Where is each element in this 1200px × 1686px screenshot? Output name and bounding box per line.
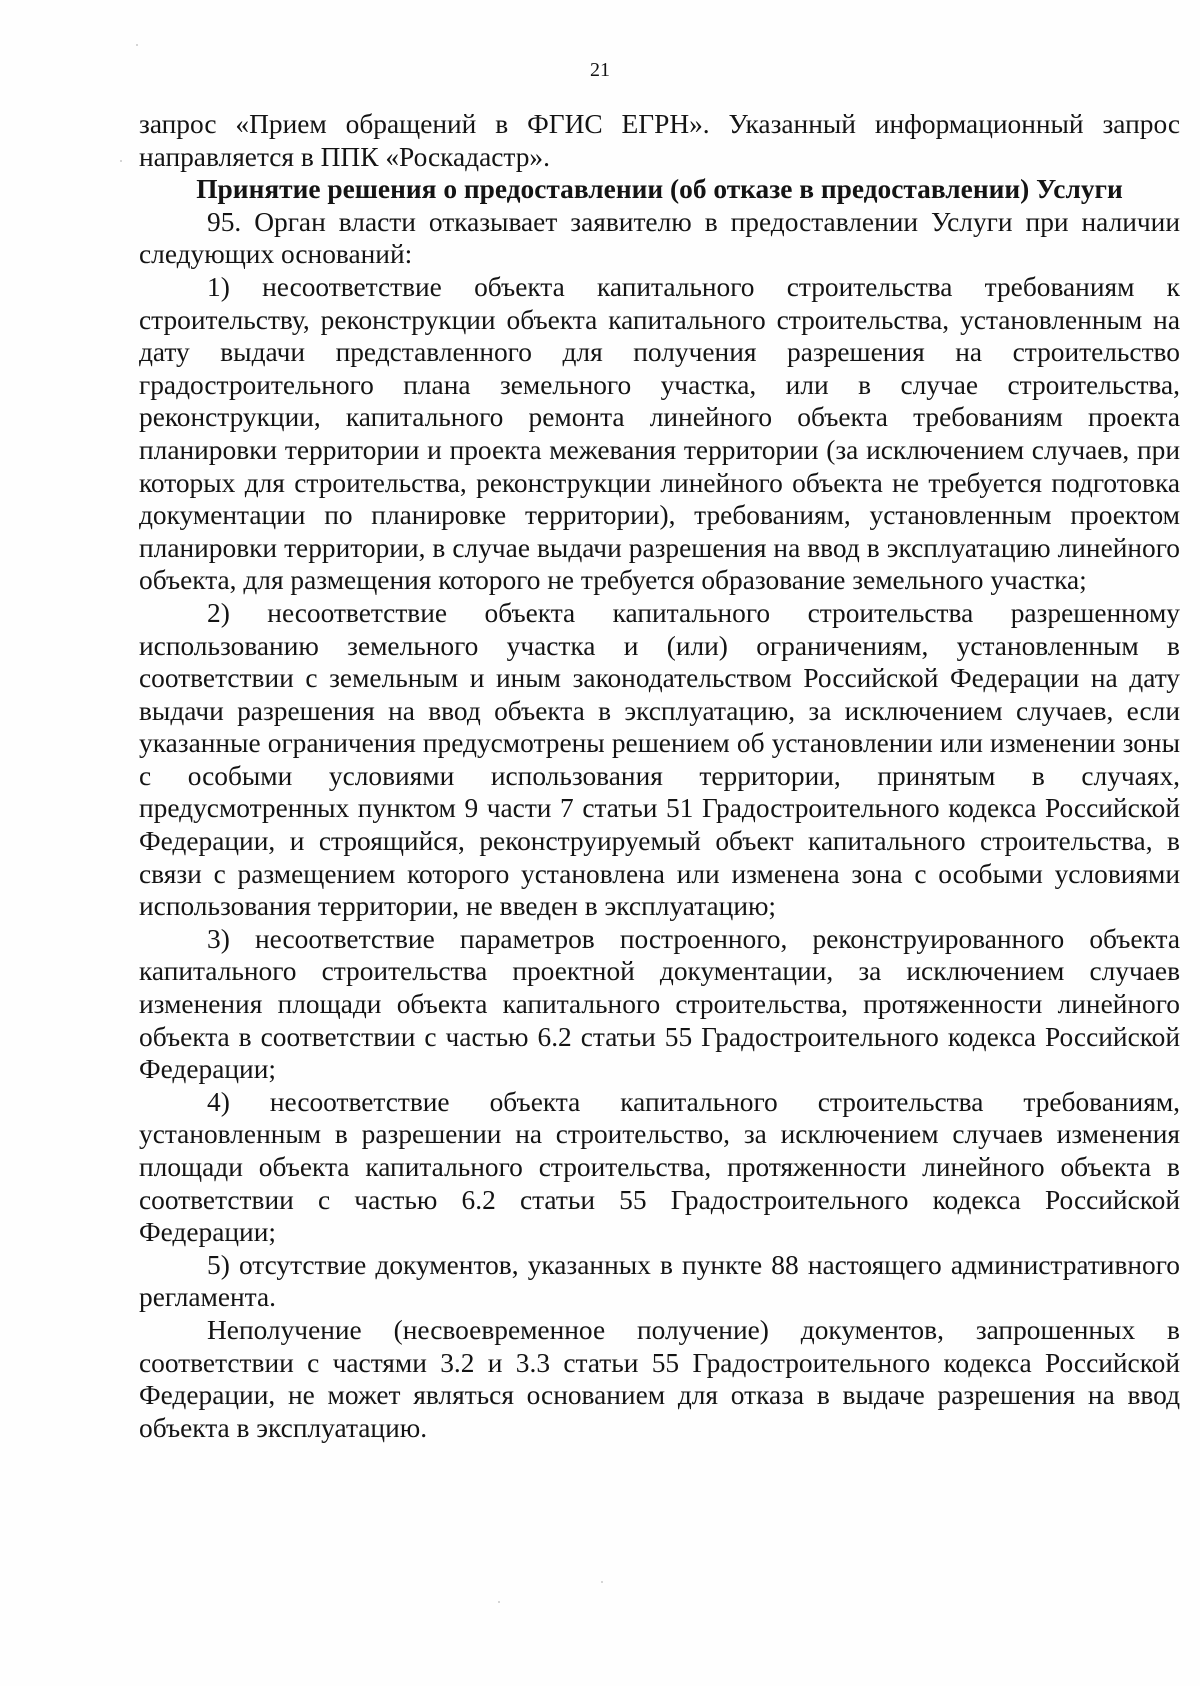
- scan-speck: [601, 1581, 603, 1583]
- section-heading: Принятие решения о предоставлении (об отказе в предоставлении) Услуги: [196, 174, 1123, 205]
- scan-speck: [120, 160, 122, 162]
- list-item-5: 5) отсутствие документов, указанных в пункте 88 настоящего административного регламента.: [139, 1249, 1180, 1313]
- list-item-3: 3) несоответствие параметров построенного, реконструированного объекта капитального строительства проектной документации, за исключением случаев изменения площади объекта капитального строительства, протяженности линейного объекта в соответствии с частью 6.2 статьи 55 Градостроительного кодекса Российской Федерации;: [139, 923, 1180, 1085]
- paragraph-95: 95. Орган власти отказывает заявителю в предоставлении Услуги при наличии следующих оснований:: [139, 206, 1180, 270]
- document-body: [139, 108, 1180, 1444]
- list-item-2: 2) несоответствие объекта капитального строительства разрешенному использованию земельного участка и (или) ограничениям, установленным в соответствии с земельным и иным законодательством Российской Федерации на дату выдачи разрешения на ввод объекта в эксплуатацию, за исключением случаев, если указанные ограничения предусмотрены решением об установлении или изменении зоны с особыми условиями использования территории, принятым в случаях, предусмотренных пунктом 9 части 7 статьи 51 Градостроительного кодекса Российской Федерации, и строящийся, реконструируемый объект капитального строительства, в связи с размещением которого установлена или изменена зона с особыми условиями использования территории, не введен в эксплуатацию;: [139, 597, 1180, 922]
- list-item-4: 4) несоответствие объекта капитального строительства требованиям, установленным в разрешении на строительство, за исключением случаев изменения площади объекта капитального строительства, протяженности линейного объекта в соответствии с частью 6.2 статьи 55 Градостроительного кодекса Российской Федерации;: [139, 1086, 1180, 1248]
- page-number: 21: [590, 59, 610, 81]
- continuation-paragraph: запрос «Прием обращений в ФГИС ЕГРН». Указанный информационный запрос направляется в ППК «Роскадастр».: [139, 109, 1180, 172]
- list-item-1: 1) несоответствие объекта капитального строительства требованиям к строительству, реконструкции объекта капитального строительства, установленным на дату выдачи представленного для получения разрешения на строительство градостроительного плана земельного участка, или в случае строительства, реконструкции, капитального ремонта линейного объекта требованиям проекта планировки территории и проекта межевания территории (за исключением случаев, при которых для строительства, реконструкции линейного объекта не требуется подготовка документации по планировке территории), требованиям, установленным проектом планировки территории, в случае выдачи разрешения на ввод в эксплуатацию линейного объекта, для размещения которого не требуется образование земельного участка;: [139, 271, 1180, 596]
- closing-paragraph: Неполучение (несвоевременное получение) документов, запрошенных в соответствии с частями 3.2 и 3.3 статьи 55 Градостроительного кодекса Российской Федерации, не может являться основанием для отказа в выдаче разрешения на ввод объекта в эксплуатацию.: [139, 1314, 1180, 1443]
- scan-speck: [498, 1601, 500, 1603]
- scan-speck: [136, 44, 138, 46]
